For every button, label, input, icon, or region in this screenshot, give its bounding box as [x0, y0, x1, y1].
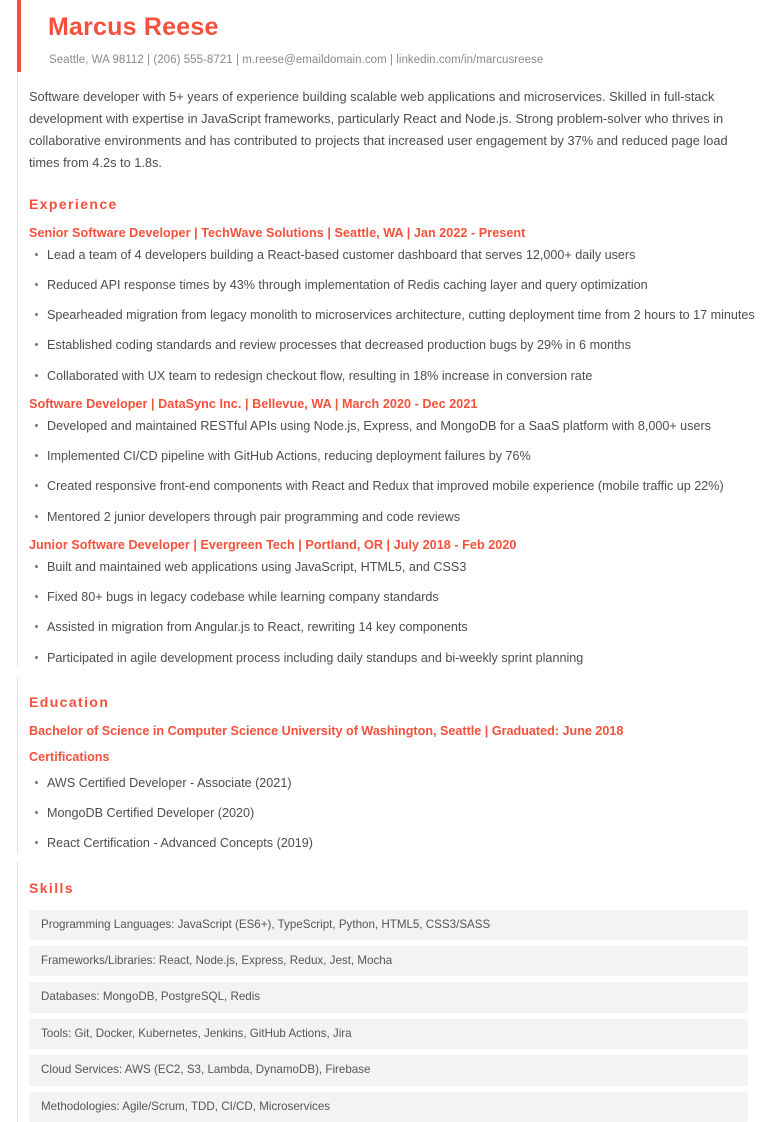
- skill-row: Programming Languages: JavaScript (ES6+), TypeScript, Python, HTML5, CSS3/SASS: [29, 910, 748, 940]
- skill-row: Databases: MongoDB, PostgreSQL, Redis: [29, 982, 748, 1012]
- degree-line: Bachelor of Science in Computer Science University of Washington, Seattle | Graduated: June 2018: [29, 724, 768, 738]
- job-bullet: Established coding standards and review processes that decreased production bugs by 29% in 6 months: [29, 336, 768, 354]
- job-bullet-list: [29, 558, 768, 667]
- education-section: [17, 676, 768, 853]
- job-bullet: Reduced API response times by 43% through implementation of Redis caching layer and query optimization: [29, 276, 768, 294]
- job-bullet: Fixed 80+ bugs in legacy codebase while learning company standards: [29, 588, 768, 606]
- skill-row: Cloud Services: AWS (EC2, S3, Lambda, DynamoDB), Firebase: [29, 1055, 748, 1085]
- job-bullet: Assisted in migration from Angular.js to React, rewriting 14 key components: [29, 618, 768, 636]
- job-bullet-list: [29, 246, 768, 385]
- skills-section-title: Skills: [29, 880, 768, 896]
- professional-summary: Software developer with 5+ years of experience building scalable web applications and microservices. Skilled in full-stack development with expertise in JavaScript frameworks, particularly React and Node.js. Strong problem-solver who thrives in collaborative environments and has contributed to projects that increased user engagement by 37% and reduced page load times from 4.2s to 1.8s.: [17, 72, 768, 178]
- resume-header: [17, 0, 768, 72]
- certification-item: React Certification - Advanced Concepts (2019): [29, 834, 768, 852]
- experience-section-title: Experience: [29, 196, 768, 212]
- contact-line: Seattle, WA 98112 | (206) 555-8721 | m.reese@emaildomain.com | linkedin.com/in/marcusreese: [49, 54, 768, 66]
- experience-entry: [29, 226, 768, 385]
- skill-row: Tools: Git, Docker, Kubernetes, Jenkins, GitHub Actions, Jira: [29, 1019, 748, 1049]
- skill-row: Methodologies: Agile/Scrum, TDD, CI/CD, Microservices: [29, 1092, 748, 1122]
- job-heading: Senior Software Developer | TechWave Solutions | Seattle, WA | Jan 2022 - Present: [29, 226, 768, 240]
- job-bullet-list: [29, 417, 768, 526]
- experience-section: [17, 178, 768, 667]
- job-bullet: Participated in agile development process including daily standups and bi-weekly sprint planning: [29, 649, 768, 667]
- skills-list: [29, 910, 768, 1122]
- job-bullet: Created responsive front-end components with React and Redux that improved mobile experience (mobile traffic up 22%): [29, 477, 768, 495]
- job-bullet: Mentored 2 junior developers through pair programming and code reviews: [29, 508, 768, 526]
- experience-entry: [29, 538, 768, 667]
- certification-item: MongoDB Certified Developer (2020): [29, 804, 768, 822]
- job-heading: Junior Software Developer | Evergreen Tech | Portland, OR | July 2018 - Feb 2020: [29, 538, 768, 552]
- certification-item: AWS Certified Developer - Associate (2021): [29, 774, 768, 792]
- candidate-name: Marcus Reese: [48, 14, 768, 42]
- certifications-list: [29, 774, 768, 853]
- job-bullet: Developed and maintained RESTful APIs using Node.js, Express, and MongoDB for a SaaS platform with 8,000+ users: [29, 417, 768, 435]
- experience-entry: [29, 397, 768, 526]
- job-bullet: Built and maintained web applications using JavaScript, HTML5, and CSS3: [29, 558, 768, 576]
- skills-section: [17, 862, 768, 1122]
- skill-row: Frameworks/Libraries: React, Node.js, Express, Redux, Jest, Mocha: [29, 946, 748, 976]
- education-section-title: Education: [29, 694, 768, 710]
- job-bullet: Spearheaded migration from legacy monolith to microservices architecture, cutting deployment time from 2 hours to 17 minutes: [29, 306, 768, 324]
- job-bullet: Implemented CI/CD pipeline with GitHub Actions, reducing deployment failures by 76%: [29, 447, 768, 465]
- job-bullet: Lead a team of 4 developers building a React-based customer dashboard that serves 12,000+ daily users: [29, 246, 768, 264]
- certifications-title: Certifications: [29, 750, 768, 764]
- job-heading: Software Developer | DataSync Inc. | Bellevue, WA | March 2020 - Dec 2021: [29, 397, 768, 411]
- job-bullet: Collaborated with UX team to redesign checkout flow, resulting in 18% increase in conversion rate: [29, 367, 768, 385]
